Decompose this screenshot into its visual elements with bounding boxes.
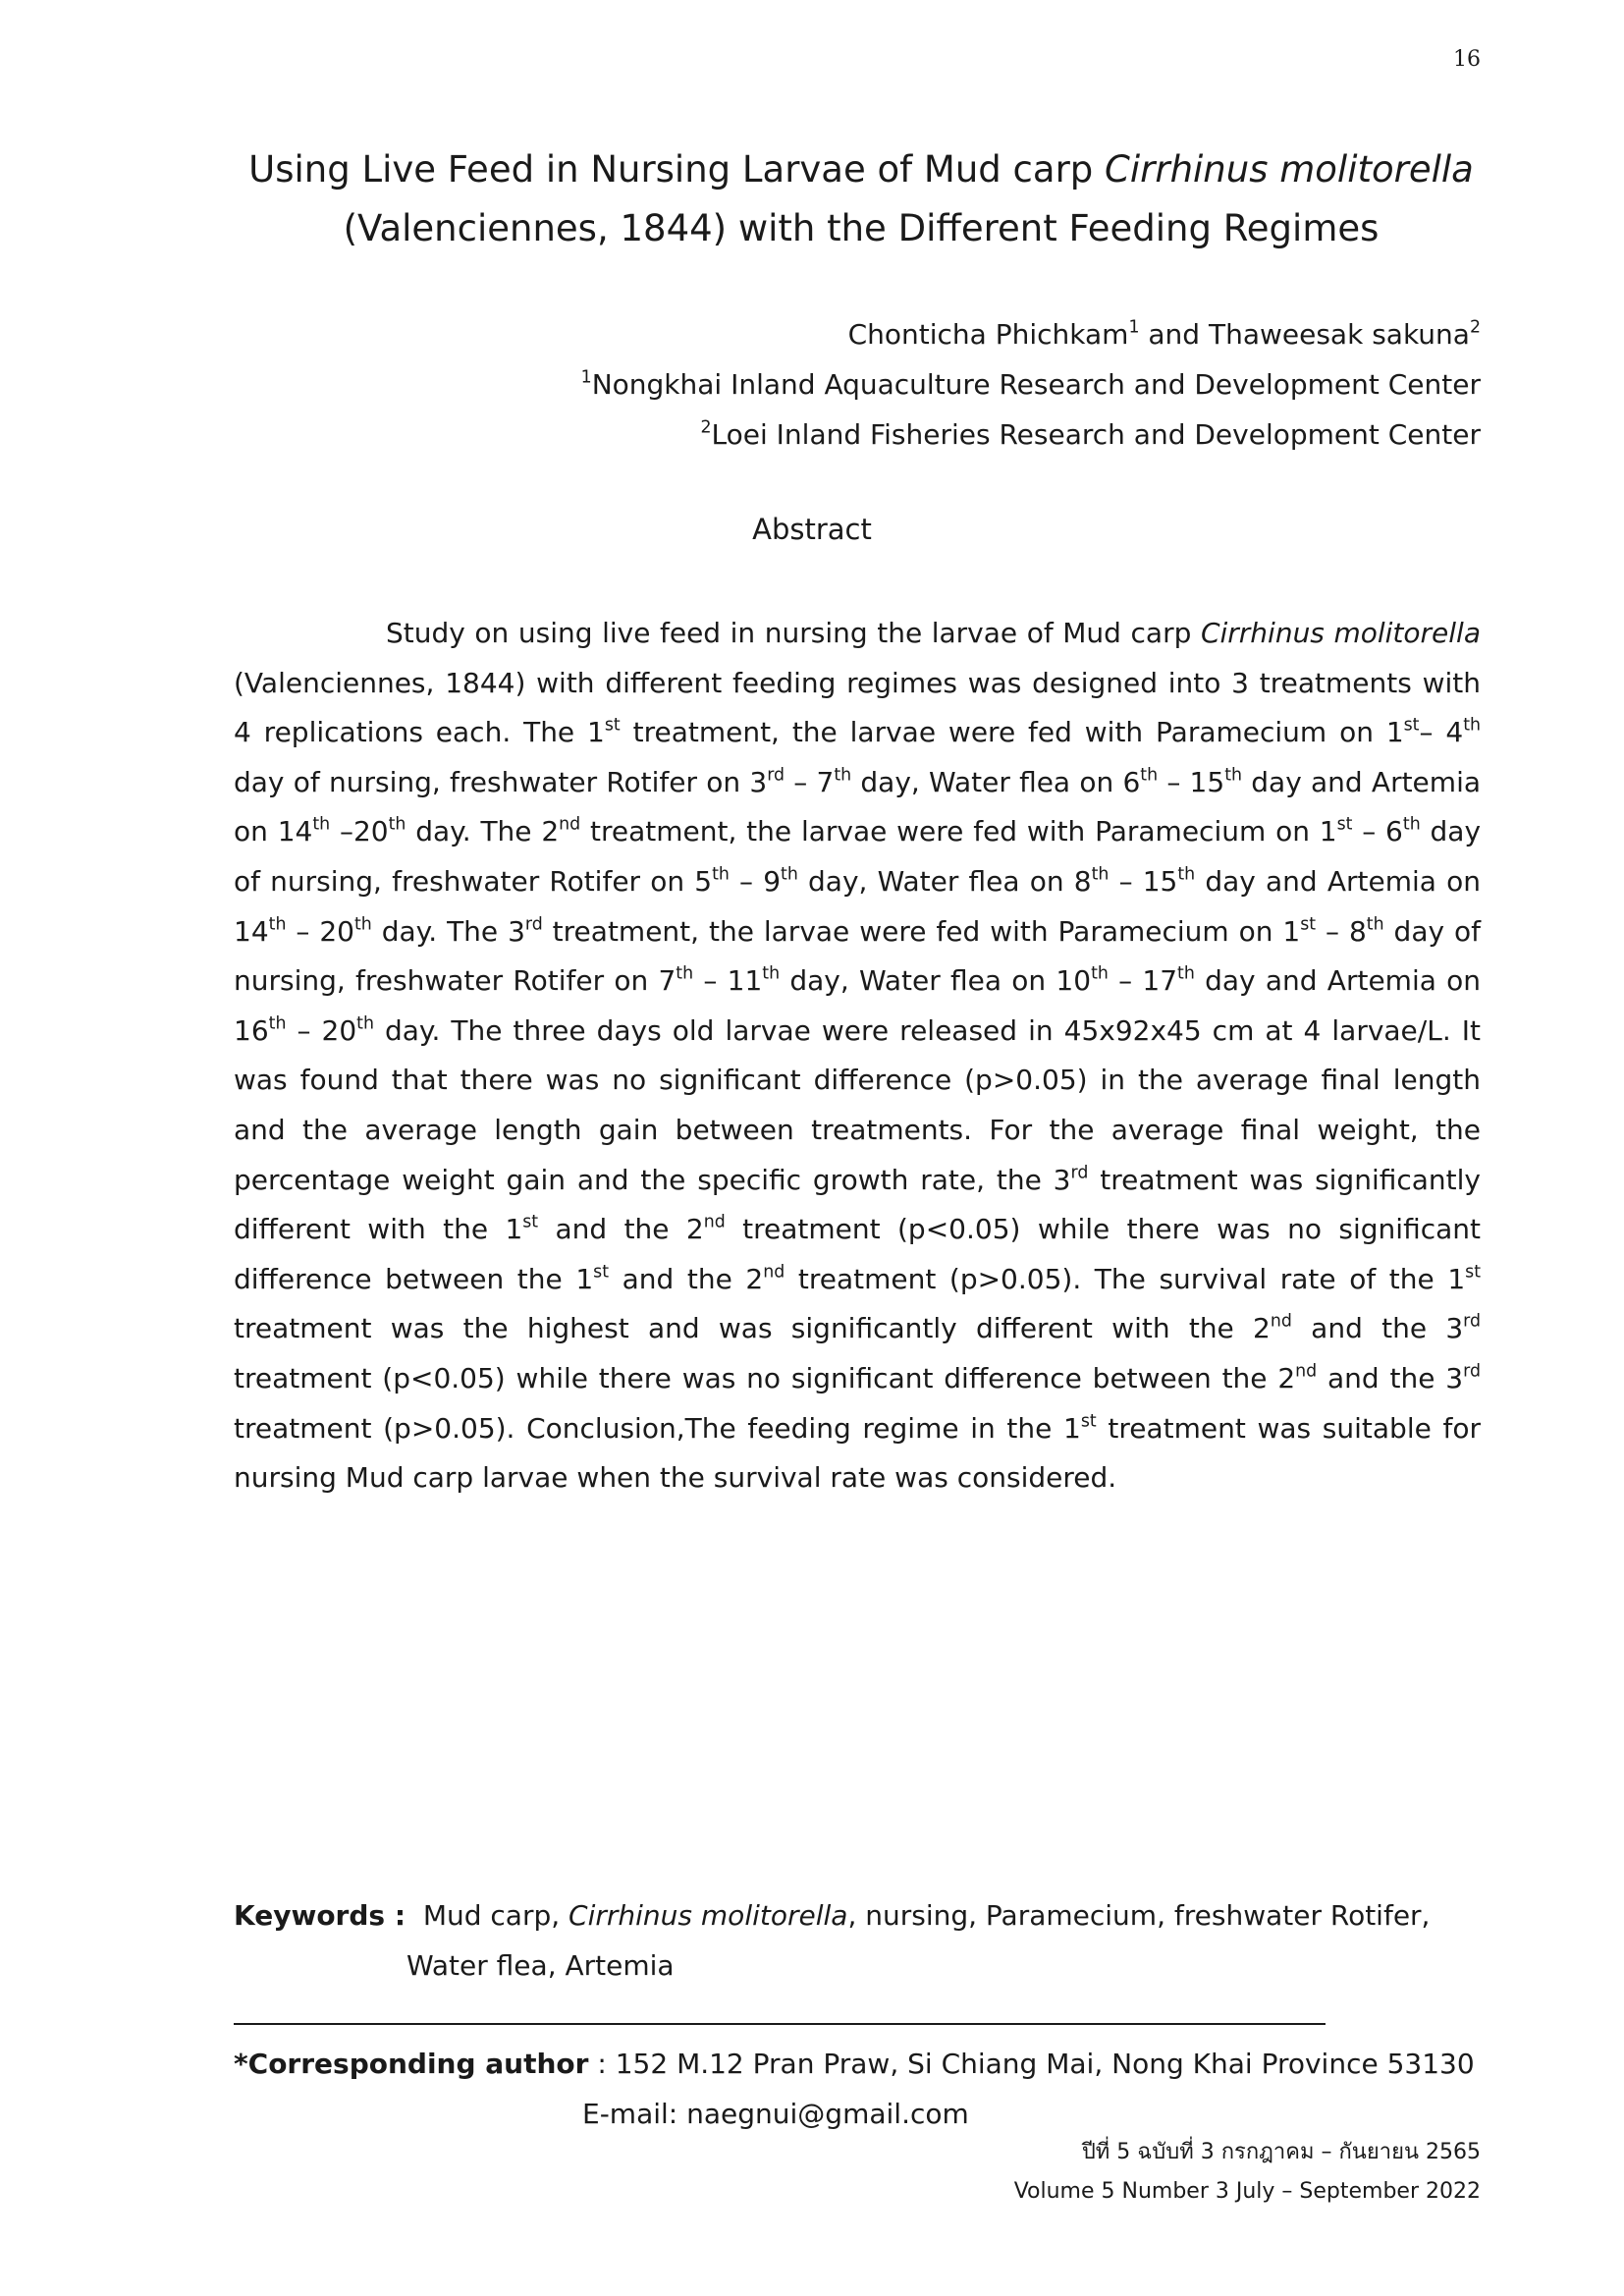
author-1: Chonticha Phichkam [847,318,1129,351]
paper-title [177,140,1545,258]
keywords-line-2: Water flea, Artemia [406,1949,675,1982]
corresponding-author-block [234,2039,1475,2139]
author-block [581,309,1481,460]
title-species-name: Cirrhinus molitorella [1105,148,1474,191]
corresponding-address: : 152 M.12 Pran Praw, Si Chiang Mai, Nong Khai Province 53130 [588,2048,1475,2080]
abstract-body: Study on using live feed in nursing the larvae of Mud carp Cirrhinus molitorella (Valenciennes, 1844) with different feeding regimes was designed into 3 treatments with 4 replications each. The 1st treatment, the larvae were fed with Paramecium on 1st– 4th day of nursing, freshwater Rotifer on 3rd – 7th day, Water flea on 6th – 15th day and Artemia on 14th –20th day. The 2nd treatment, the larvae were fed with Paramecium on 1st – 6th day of nursing, freshwater Rotifer on 5th – 9th day, Water flea on 8th – 15th day and Artemia on 14th – 20th day. The 3rd treatment, the larvae were fed with Paramecium on 1st – 8th day of nursing, freshwater Rotifer on 7th – 11th day, Water flea on 10th – 17th day and Artemia on 16th – 20th day. The three days old larvae were released in 45x92x45 cm at 4 larvae/L. It was found that there was no significant difference (p>0.05) in the average final length and the average length gain between treatments. For the average final weight, the percentage weight gain and the specific growth rate, the 3rd treatment was significantly different with the 1st and the 2nd treatment (p<0.05) while there was no significant difference between the 1st and the 2nd treatment (p>0.05). The survival rate of the 1st treatment was the highest and was significantly different with the 2nd and the 3rd treatment (p<0.05) while there was no significant difference between the 2nd and the 3rd treatment (p>0.05). Conclusion,The feeding regime in the 1st treatment was suitable for nursing Mud carp larvae when the survival rate was considered. [234,617,1482,1495]
affiliation-2: $^2$Loei Inland Fisheries Research and Development Center [700,417,1481,451]
keywords-species-name: Cirrhinus molitorella [568,1899,848,1932]
footer-volume-issue: Volume 5 Number 3 July – September 2022 [1013,2179,1481,2204]
journal-footer [1014,2133,1481,2212]
abstract-species-name: Cirrhinus molitorella [1200,617,1481,649]
title-line-1: Using Live Feed in Nursing Larvae of Mud carp Cirrhinus molitorella [248,148,1474,191]
affiliation-1: $^1$Nongkhai Inland Aquaculture Research and Development Center [580,367,1481,401]
page-number: 16 [1453,47,1481,72]
title-line-2: (Valenciennes, 1844) with the Different Feeding Regimes [343,207,1380,249]
footer-thai-issue: ปีที่ 5 ฉบับที่ 3 กรกฎาคม – กันยายน 2565 [1081,2140,1481,2164]
keywords-label: Keywords : [234,1899,406,1932]
author-line: Chonticha Phichkam$^1$ and Thaweesak sakuna$^2$ [847,317,1481,351]
author-2: Thaweesak sakuna [1208,318,1470,351]
corresponding-email: E-mail: naegnui@gmail.com [582,2098,969,2130]
keywords-block: Keywords : Mud carp, Cirrhinus molitorella, nursing, Paramecium, freshwater Rotifer, Water flea, Artemia [234,1890,1481,1991]
abstract-heading: Abstract [752,513,872,546]
corresponding-author-label: *Corresponding author [234,2048,589,2080]
footnote-divider [234,2023,1326,2025]
